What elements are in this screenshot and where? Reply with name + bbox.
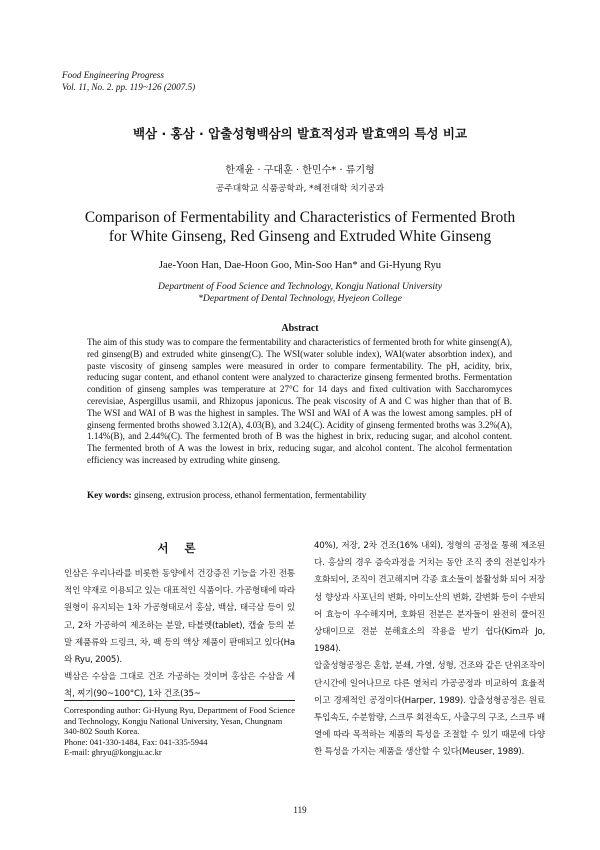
english-title-line2: for White Ginseng, Red Ginseng and Extruded White Ginseng: [108, 228, 492, 245]
english-authors: Jae-Yoon Han, Dae-Hoon Goo, Min-Soo Han* and Gi-Hyung Ryu: [158, 260, 442, 271]
intro-left-paragraph-2: 백삼은 수삼을 그대로 건조 가공하는 것이며 홍삼은 수삼을 세척, 찌기(90~100°C), 1차 건조(35~: [64, 672, 295, 700]
intro-right-paragraph-2: 압출성형공정은 혼합, 분쇄, 가열, 성형, 건조와 같은 단위조작이 단시간에 일어나므로 다른 열처리 가공공정과 비교하여 효율적이고 경제적인 공정이다(Harper, 1989). 압출성형공정은 원료투입속도, 수분함량, 스크루 회전속도, 사출구의 구조, 스크루 배열에 따라 목적하는 제품의 특성을 조절할 수 있기 때문에 다양한 특성을 가지는 제품을 생산할 수 있다(Meuser, 1989).: [314, 661, 545, 758]
english-affiliation: [0, 281, 600, 305]
korean-title: 백삼 · 홍삼 · 압출성형백삼의 발효적성과 발효액의 특성 비교: [132, 126, 468, 141]
intro-right-paragraph-1: 40%), 저장, 2차 건조(16% 내외), 정형의 공정을 통해 제조된다. 홍삼의 경우 증숙과정을 거치는 동안 조직 중의 전분입자가 호화되어, 조직이 견고해지며 각종 효소들이 불활성화 되어 저장성 향상과 사포닌의 변화, 아미노산의 변화, 갈변화 등이 수반되어 효능이 우수해지며, 호화된 전분은 분자들이 완전히 풀어진 상태이므로 전분 분해효소의 작용을 받기 쉽다(Kim과 Jo, 1984).: [314, 541, 545, 655]
english-affiliation-line2: *Department of Dental Technology, Hyejeon College: [198, 293, 402, 304]
english-title-line1: Comparison of Fermentability and Characteristics of Fermented Broth: [84, 209, 516, 226]
abstract-text: The aim of this study was to compare the fermentability and characteristics of fermented broth for white ginseng(A), red ginseng(B) and extruded white ginseng(C). The WSI(water soluble index), WAI(water absorbtion index), and paste viscosity of ginseng samples were measured in order to compare fermentability. The pH, acidity, brix, reducing sugar content, and ethanol content were analyzed to characterize ginseng fermented broths. Fermentation condition of ginseng samples was temperature at 27°C for 14 days and fixed cultivation with Saccharomyces cerevisiae, Aspergillus usamii, and Rhizopus japonicus. The peak viscosity of A and C was higher than that of B. The WSI and WAI of B was the highest in samples. The WSI and WAI of A was the lowest among samples. pH of ginseng fermented broths showed 3.12(A), 4.03(B), and 3.24(C). Acidity of ginseng fermented broths was 3.2%(A), 1.14%(B), and 2.44%(C). The fermented broth of B was the highest in brix, reducing sugar, and alcohol content. The fermented broth of A was the lowest in brix, reducing sugar, and alcohol content. The alcohol fermentation efficiency was increased by extruding white ginseng.: [87, 337, 512, 465]
intro-left-paragraph-1: 인삼은 우리나라를 비롯한 동양에서 건강증진 기능을 가진 전통적인 약재로 이용되고 있는 대표적인 식품이다. 가공형태에 따라 원형이 유지되는 1차 가공형태로서 홍삼, 백삼, 태극삼 등이 있고, 2차 가공하여 제조하는 분말, 타블렛(tablet), 캡슐 등의 분말 제품류와 드링크, 차, 팩 등의 액상 제품이 판매되고 있다(Ha와 Ryu, 2005).: [64, 569, 295, 666]
left-column: [64, 566, 295, 704]
journal-header: [62, 70, 195, 93]
journal-name: Food Engineering Progress: [62, 70, 164, 80]
keywords: [87, 489, 512, 501]
korean-authors: 한재윤 · 구대훈 · 한민수* · 류기형: [225, 165, 375, 176]
corresponding-author-footnote: Corresponding author: Gi-Hyung Ryu, Department of Food Science and Technology, Kongju National University, Yesan, Chungnam 340-802 South Korea. Phone: 041-330-1484, Fax: 041-335-5944 E-mail: ghryu@kongju.ac.kr: [64, 705, 296, 758]
journal-citation: Vol. 11, No. 2. pp. 119~126 (2007.5): [62, 81, 196, 92]
korean-affiliation: 공주대학교 식품공학과, *혜전대학 치기공과: [215, 184, 385, 194]
abstract-heading: Abstract: [281, 323, 319, 334]
page-number: 119: [293, 805, 307, 815]
right-column: [314, 538, 545, 762]
keywords-label: Key words:: [87, 490, 132, 500]
keywords-text: ginseng, extrusion process, ethanol fermentation, fermentability: [134, 490, 367, 500]
english-title: [0, 208, 600, 246]
english-affiliation-line1: Department of Food Science and Technology, Kongju National University: [158, 281, 442, 292]
section-heading-introduction: 서 론: [157, 541, 202, 555]
footnote-divider: [64, 700, 295, 701]
